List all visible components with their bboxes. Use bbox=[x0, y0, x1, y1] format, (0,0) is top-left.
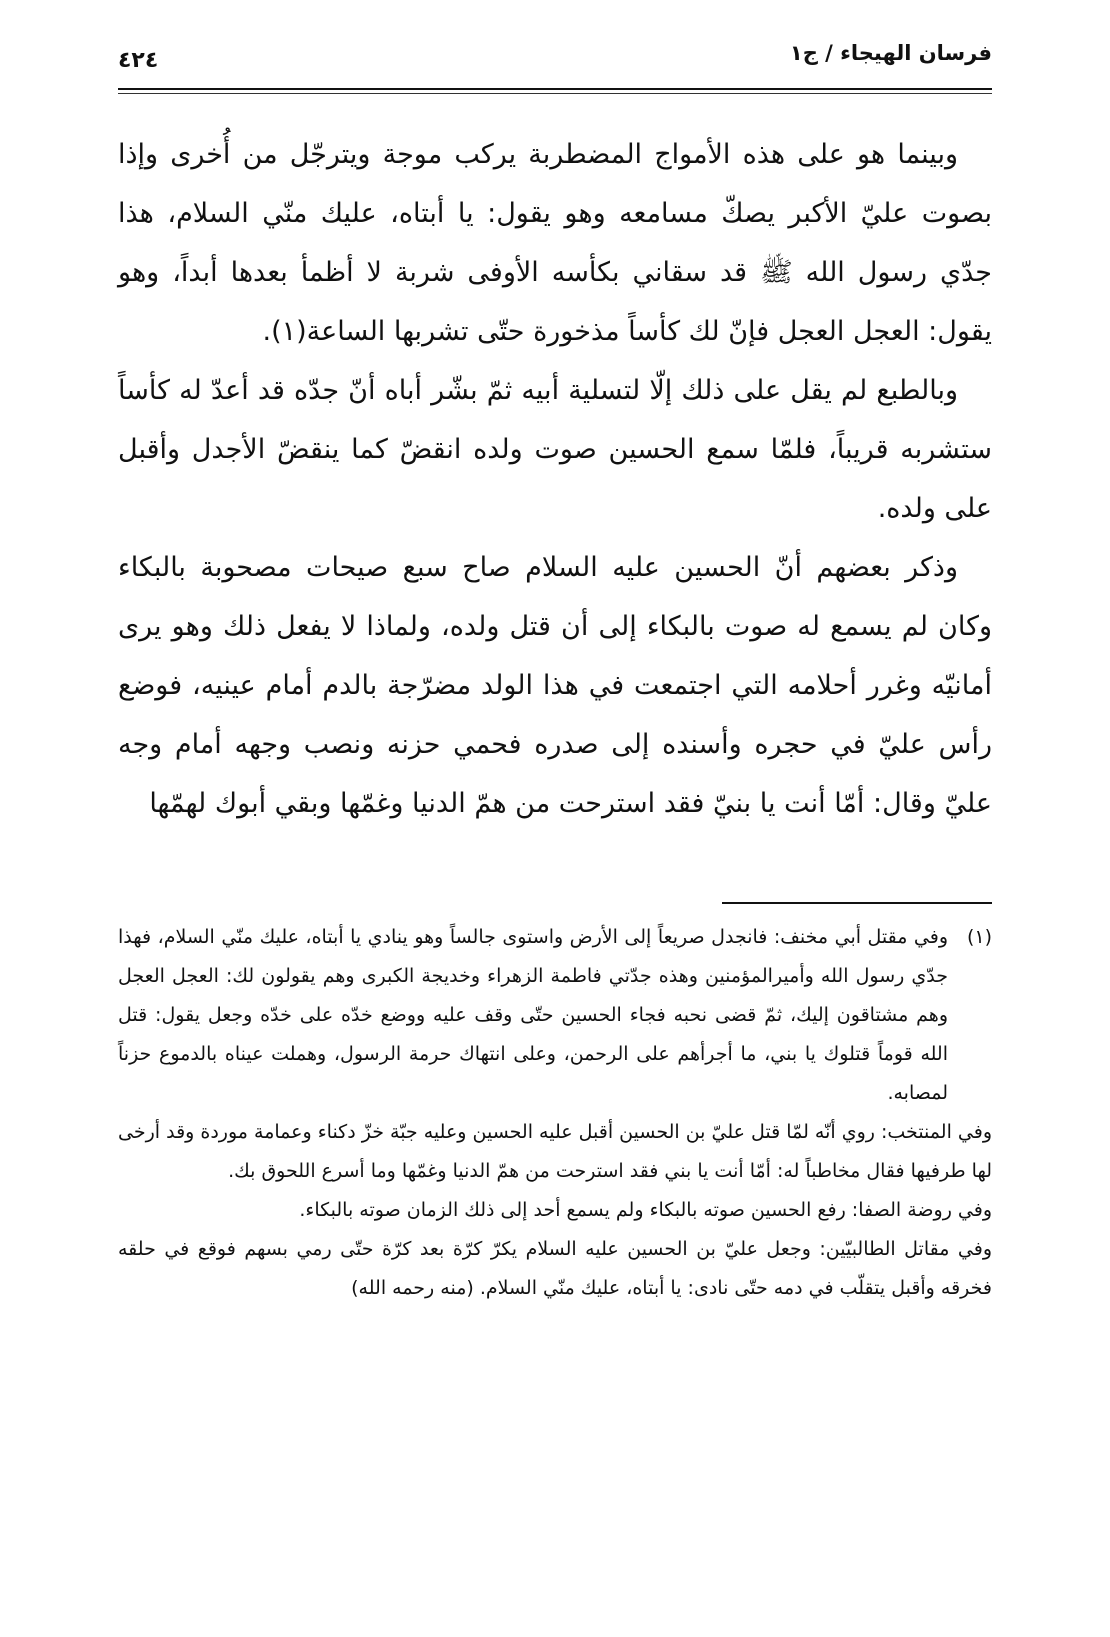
main-text bbox=[118, 125, 992, 833]
header-rule-thin bbox=[118, 93, 992, 94]
footnote-paragraph: وفي المنتخب: روي أنّه لمّا قتل عليّ بن الحسين أقبل عليه الحسين وعليه جبّة خزّ دكناء وعمامة موردة وقد أرخى لها طرفيها فقال مخاطباً له: أمّا أنت يا بني فقد استرحت من همّ الدنيا وغمّها وما أسرع اللحوق بك. bbox=[118, 1121, 992, 1182]
running-header-title: فرسان الهيجاء / ج١ bbox=[789, 41, 992, 65]
footnote-text: وفي مقتل أبي مخنف: فانجدل صريعاً إلى الأرض واستوى جالساً وهو ينادي يا أبتاه، عليك منّي السلام، فهذا جدّي رسول الله وأميرالمؤمنين وهذه جدّتي فاطمة الزهراء وخديجة الكبرى وهم يقولون لك: العجل العجل وهم مشتاقون إليك، ثمّ قضى نحبه فجاء الحسين حتّى وقف عليه ووضع خدّه على خدّه وجعل يقول: قتل الله قوماً قتلوك يا بني، ما أجرأهم على الرحمن، وعلى انتهاك حرمة الرسول، وهملت عيناه بالدموع حزناً لمصابه. bbox=[118, 926, 948, 1104]
footnote-number: (١) bbox=[966, 926, 992, 948]
body-paragraph: وذكر بعضهم أنّ الحسين عليه السلام صاح سبع صيحات مصحوبة بالبكاء وكان لم يسمع له صوت بالبكاء إلى أن قتل ولده، ولماذا لا يفعل ذلك وهو يرى أمانيّه وغرر أحلامه التي اجتمعت في هذا الولد مضرّجة بالدم أمام عينيه، فوضع رأس عليّ في حجره وأسنده إلى صدره فحمي حزنه ونصب وجهه أمام وجه عليّ وقال: أمّا أنت يا بنيّ فقد استرحت من همّ الدنيا وغمّها وبقي أبوك لهمّها bbox=[118, 552, 992, 819]
footnote-paragraph: وفي مقاتل الطالبيّين: وجعل عليّ بن الحسين عليه السلام يكرّ كرّة بعد كرّة حتّى رمي بسهم فوقع في حلقه فخرقه وأقبل يتقلّب في دمه حتّى نادى: يا أبتاه، عليك منّي السلام. (منه رحمه الله) bbox=[118, 1238, 992, 1299]
footnote-separator bbox=[722, 902, 992, 904]
body-paragraph: وبالطبع لم يقل على ذلك إلّا لتسلية أبيه ثمّ بشّر أباه أنّ جدّه قد أعدّ له كأساً ستشربه قريباً، فلمّا سمع الحسين صوت ولده انقضّ كما ينقضّ الأجدل وأقبل على ولده. bbox=[118, 375, 992, 524]
body-paragraph: وبينما هو على هذه الأمواج المضطربة يركب موجة ويترجّل من أُخرى وإذا بصوت عليّ الأكبر يصكّ مسامعه وهو يقول: يا أبتاه، عليك منّي السلام، هذا جدّي رسول الله ﷺ قد سقاني بكأسه الأوفى شربة لا أظمأ بعدها أبداً، وهو يقول: العجل العجل فإنّ لك كأساً مذخورة حتّى تشربها الساعة(١). bbox=[118, 139, 992, 347]
page-number: ٤٢٤ bbox=[118, 48, 159, 73]
footnote-1 bbox=[118, 918, 992, 1113]
footnote-paragraph: وفي روضة الصفا: رفع الحسين صوته بالبكاء ولم يسمع أحد إلى ذلك الزمان صوته بالبكاء. bbox=[299, 1199, 992, 1221]
footnotes bbox=[118, 918, 992, 1308]
running-header bbox=[118, 40, 992, 76]
header-rule bbox=[118, 88, 992, 90]
